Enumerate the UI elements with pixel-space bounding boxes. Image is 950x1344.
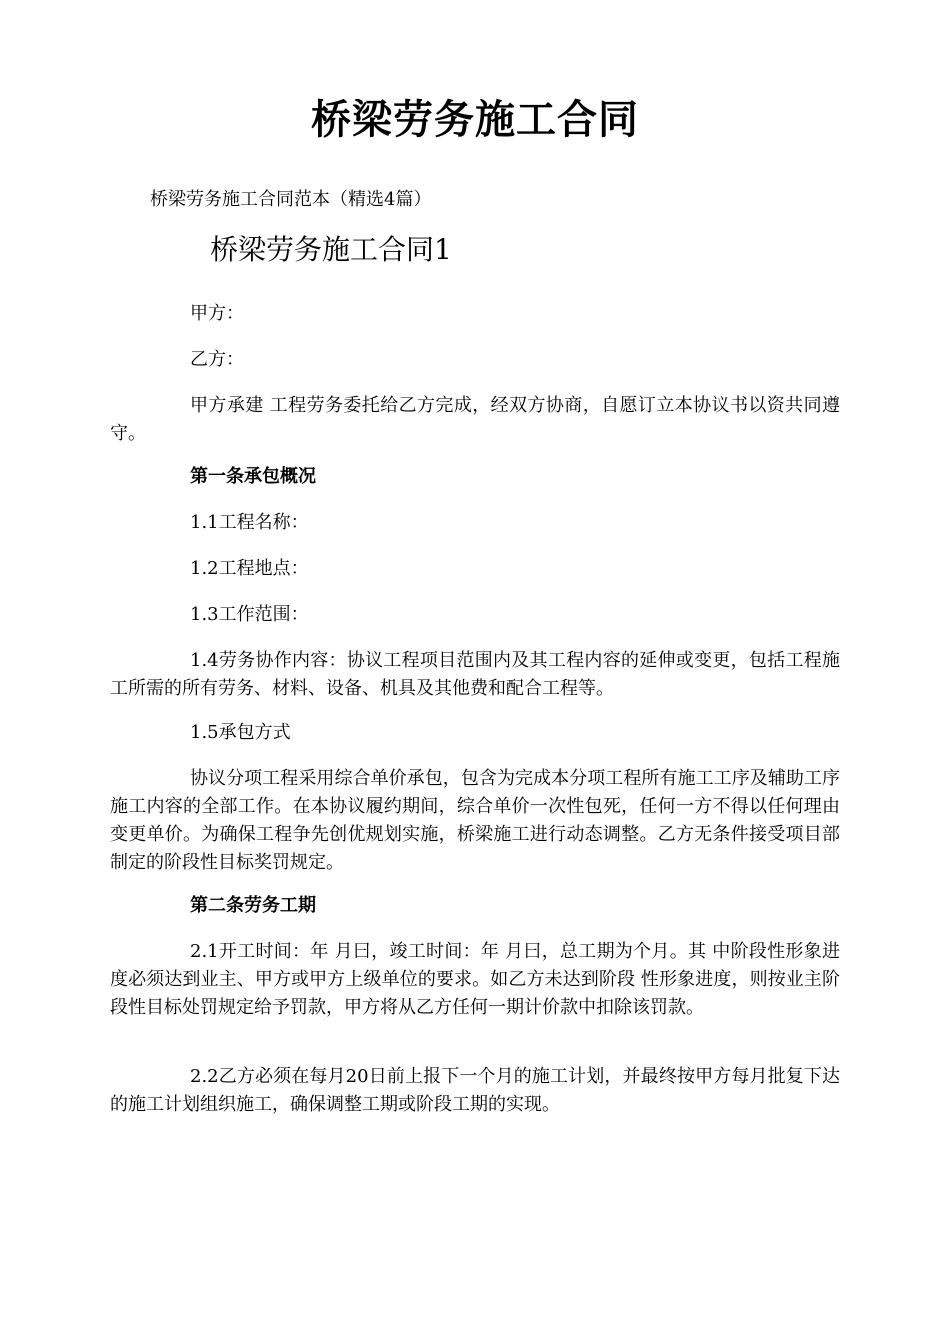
article-2-heading: 第二条劳务工期: [190, 895, 316, 916]
party-a-line: 甲方：: [190, 303, 244, 324]
document-title: 桥梁劳务施工合同: [311, 96, 639, 143]
article-1-heading: 第一条承包概况: [190, 466, 316, 487]
clause-1-4: 1.4劳务协作内容：协议工程项目范围内及其工程内容的延伸或变更，包括工程施工所需的所有劳务、材料、设备、机具及其他费和配合工程等。: [110, 650, 840, 699]
intro-paragraph: 甲方承建 工程劳务委托给乙方完成，经双方协商，自愿订立本协议书以资共同遵守。: [110, 395, 840, 444]
clause-1-5: 1.5承包方式: [190, 722, 291, 743]
clause-1-1: 1.1工程名称：: [190, 512, 309, 533]
clause-2-2: 2.2乙方必须在每月20日前上报下一个月的施工计划，并最终按甲方每月批复下达的施工计划组织施工，确保调整工期或阶段工期的实现。: [110, 1066, 840, 1115]
document-subtitle: 桥梁劳务施工合同范本（精选4篇）: [150, 189, 432, 210]
clause-1-3: 1.3工作范围：: [190, 604, 309, 625]
clause-1-2: 1.2工程地点：: [190, 558, 309, 579]
party-b-line: 乙方：: [190, 349, 244, 370]
contracting-method-paragraph: 协议分项工程采用综合单价承包，包含为完成本分项工程所有施工工序及辅助工序施工内容的全部工作。在本协议履约期间，综合单价一次性包死，任何一方不得以任何理由变更单价。为确保工程争先创优规划实施，桥梁施工进行动态调整。乙方无条件接受项目部制定的阶段性目标奖罚规定。: [110, 768, 840, 873]
section-title: 桥梁劳务施工合同1: [210, 233, 452, 266]
clause-2-1: 2.1开工时间：年 月曰，竣工时间：年 月曰，总工期为个月。其 中阶段性形象进度必须达到业主、甲方或甲方上级单位的要求。如乙方未达到阶段 性形象进度，则按业主阶段性目标处罚规定给予罚款，甲方将从乙方任何一期计价款中扣除该罚款。: [110, 941, 840, 1018]
